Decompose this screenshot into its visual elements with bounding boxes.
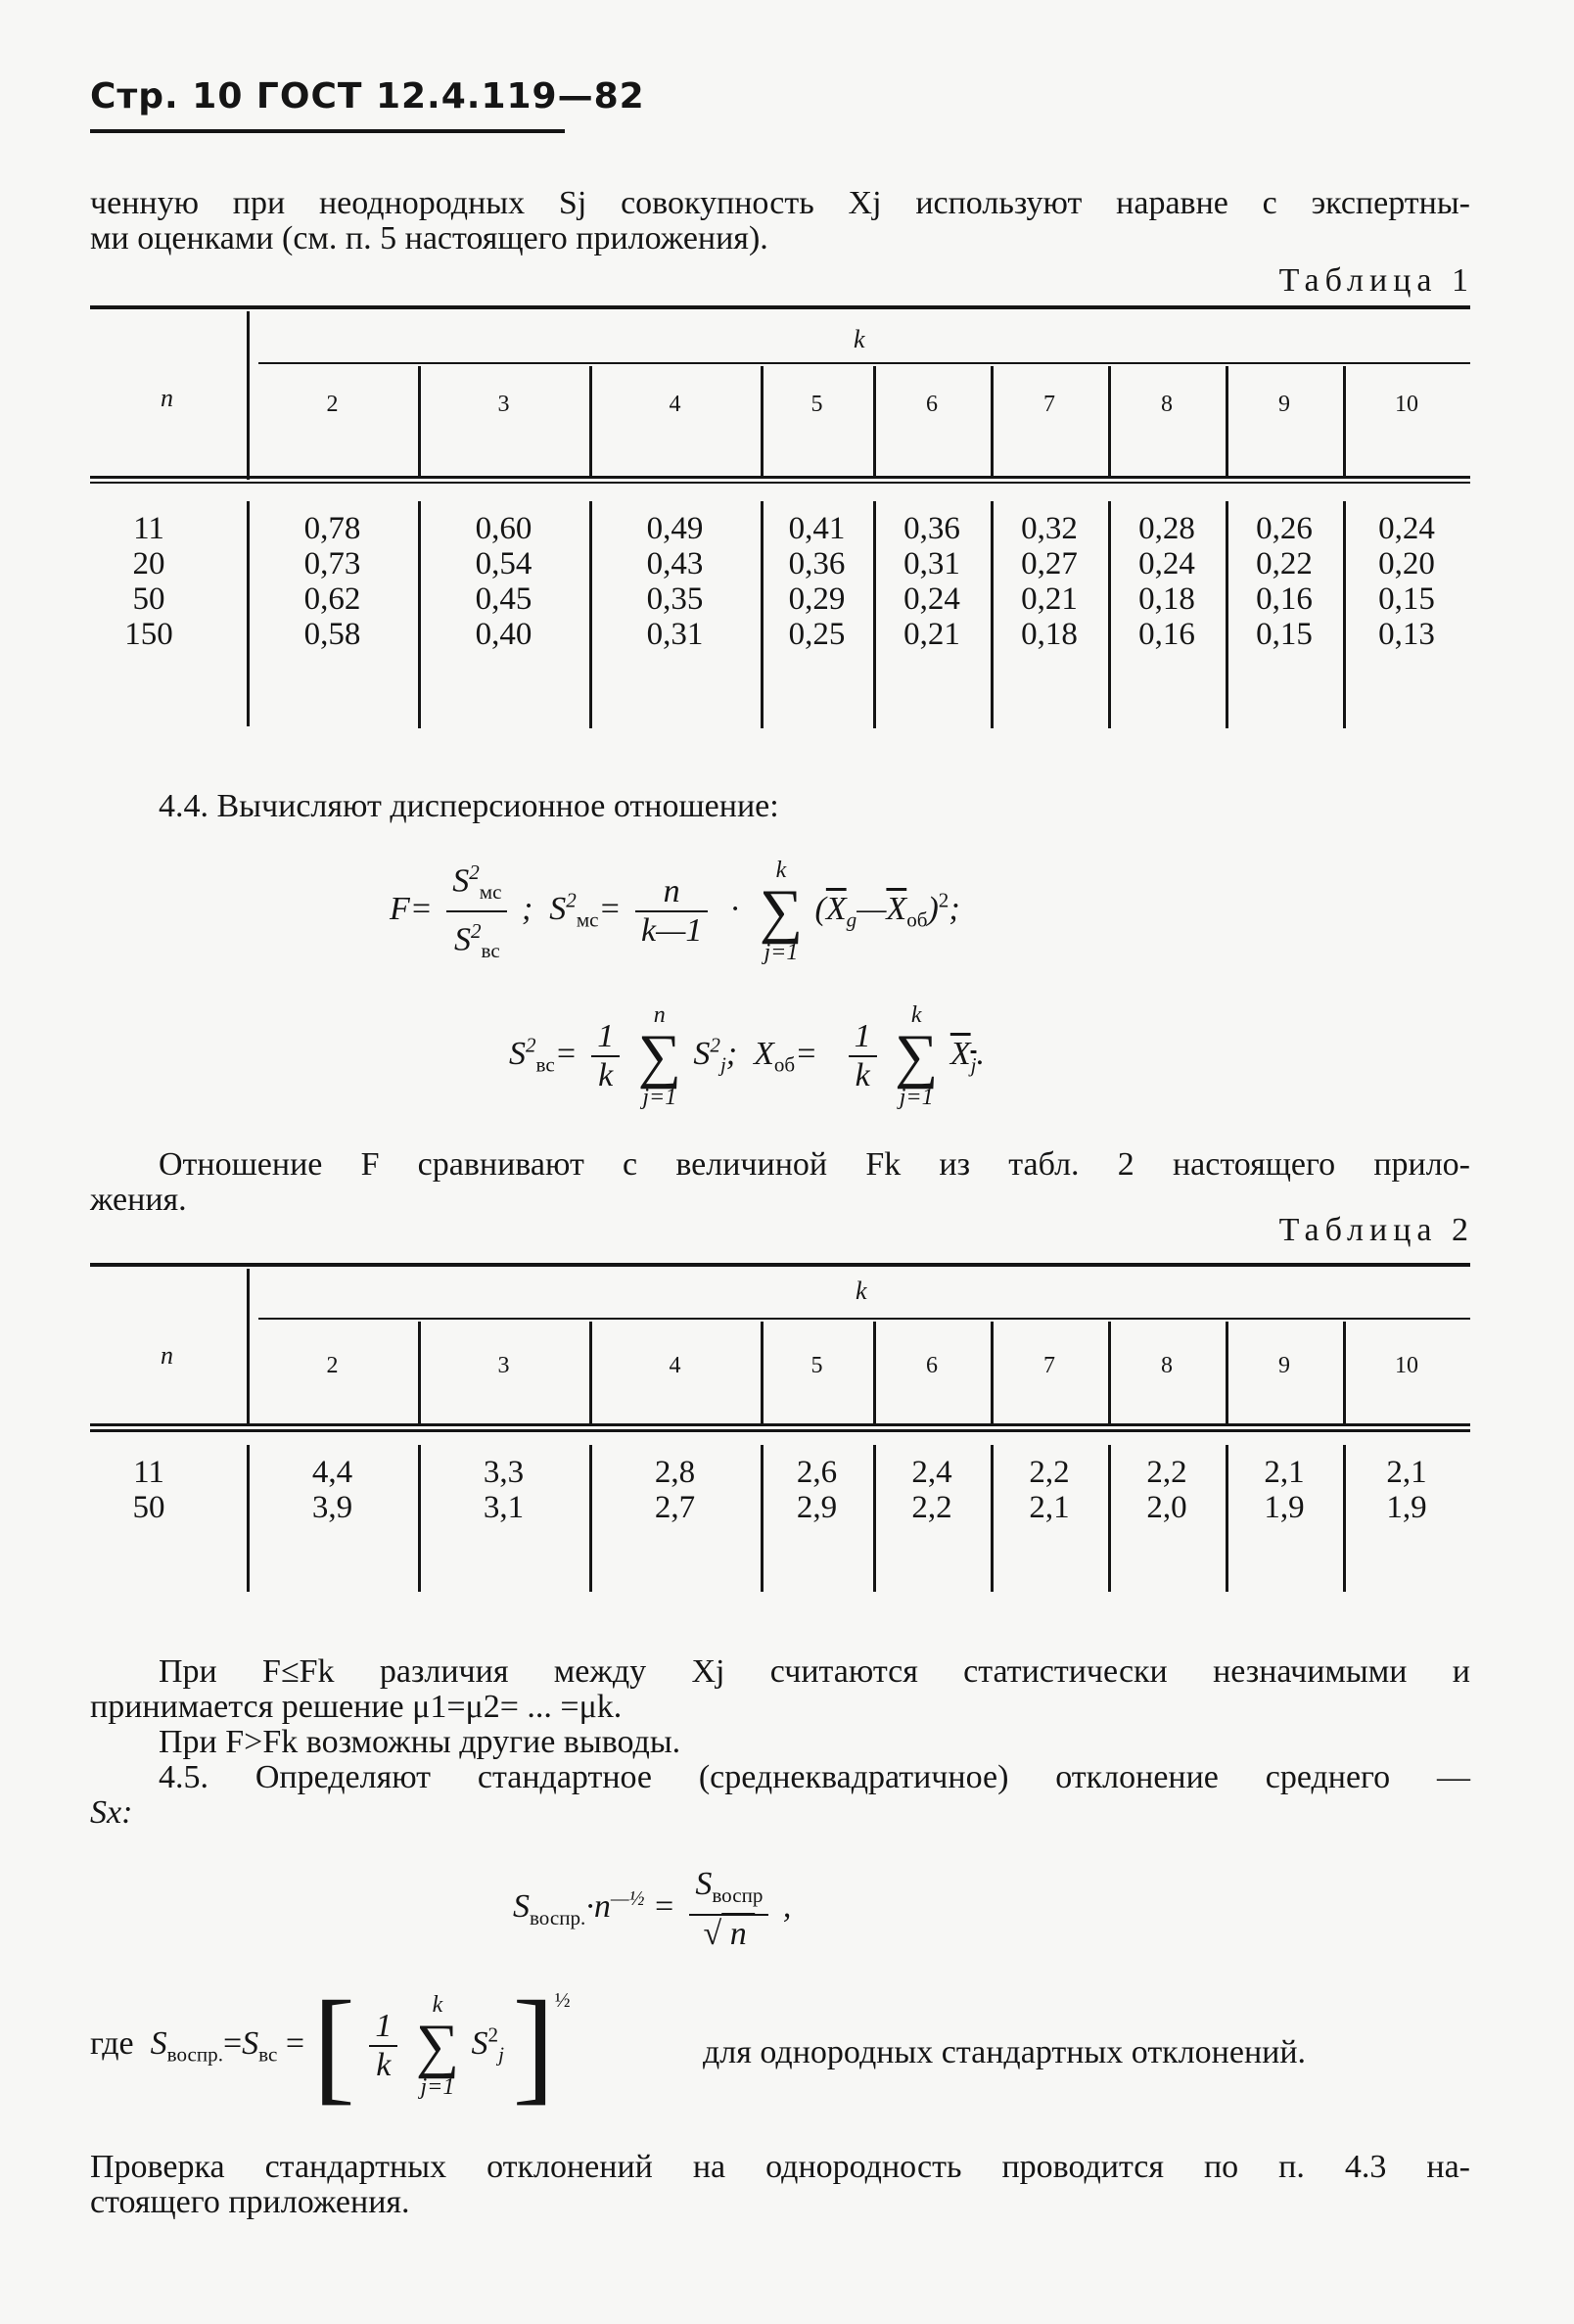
intro-line-1: ченную при неоднородных Sj совокупность Xj используют наравне с экспертны- (90, 185, 1470, 221)
table2-cell: 3,9 (311, 1490, 353, 1525)
table2-header-rule (90, 1423, 1470, 1426)
where-prefix: где (90, 2024, 134, 2062)
table2-cell: 2,2 (1029, 1455, 1070, 1490)
table2-col-header: 3 (497, 1353, 510, 1378)
table1-cell: 0,18 (1021, 617, 1078, 652)
table1-cell: 0,15 (1378, 581, 1435, 617)
table2-cell: 2,7 (654, 1490, 696, 1525)
table1-col-header: 9 (1278, 392, 1290, 417)
final-paragraph (90, 2150, 1470, 2220)
table1-cell: 0,45 (475, 581, 532, 617)
table1-header-col-divider (418, 366, 421, 476)
table-2 (90, 1263, 1470, 1596)
table2-cell: 2,1 (1029, 1490, 1070, 1525)
table2-col-header: 4 (669, 1353, 681, 1378)
table2-cell: 2,2 (911, 1490, 952, 1525)
table1-cell: 0,16 (1256, 581, 1313, 617)
table1-cell: 0,24 (903, 581, 960, 617)
table2-col-header: 7 (1043, 1353, 1055, 1378)
formula-where: где $S_{воспр.}=S_{вс}$ = [ $\frac{1}{k}$ k ∑ j=1 $S^2_j$ ]$^{\frac{1}{2}}$ (90, 1975, 571, 2116)
table1-row-n: 150 (124, 617, 173, 652)
table1-cell: 0,54 (475, 546, 532, 581)
table2-top-rule (90, 1263, 1470, 1267)
table1-cell: 0,36 (788, 546, 846, 581)
table1-cell: 0,49 (646, 511, 704, 546)
table1-col-header: 3 (497, 392, 510, 417)
table1-cell: 0,41 (788, 511, 846, 546)
table1-cell: 0,24 (1138, 546, 1195, 581)
where-suffix: для однородных стандартных отклонений. (703, 2034, 1307, 2070)
table2-cell: 2,9 (796, 1490, 838, 1525)
table1-col-header: 5 (810, 392, 823, 417)
table1-header-col-divider (991, 366, 994, 476)
table1-col-header: 7 (1043, 392, 1055, 417)
table1-cell: 0,73 (303, 546, 361, 581)
page-header: Стр. 10 ГОСТ 12.4.119—82 (90, 76, 645, 116)
section-4-4 (90, 789, 1470, 824)
table1-cell: 0,36 (903, 511, 960, 546)
table1-cell: 0,22 (1256, 546, 1313, 581)
table1-cell: 0,31 (646, 617, 704, 652)
formula-s2-vs: $S^2_{вс}=$ $\frac{1}{k}$ n ∑ j=1 $S^2_j$; $X_{об}=$ $\frac{1}{k}$ k ∑ j=1 $X_j$. (509, 1002, 985, 1110)
table2-col-header: 10 (1395, 1353, 1418, 1378)
table1-cell: 0,40 (475, 617, 532, 652)
conclusion-line-3: При F>Fk возможны другие выводы. (159, 1724, 681, 1760)
table1-cell: 0,43 (646, 546, 704, 581)
final-line-1: Проверка стандартных отклонений на однородность проводится по п. 4.3 на- (90, 2149, 1470, 2185)
table2-row-n: 11 (133, 1455, 164, 1490)
table1-header-col-divider (1343, 366, 1346, 476)
table1-col-header: 8 (1161, 392, 1173, 417)
table1-header-col-divider (873, 366, 876, 476)
table2-col-header: 5 (810, 1353, 823, 1378)
table2-caption: Таблица 2 (1278, 1212, 1474, 1248)
table2-cell: 2,0 (1146, 1490, 1187, 1525)
intro-line-2: ми оценками (см. п. 5 настоящего приложения). (90, 220, 768, 256)
table1-cell: 0,32 (1021, 511, 1078, 546)
table2-col-header: 6 (926, 1353, 938, 1378)
table2-k-underline (258, 1318, 1470, 1320)
table1-cell: 0,78 (303, 511, 361, 546)
table1-col-header: 6 (926, 392, 938, 417)
table1-cell: 0,20 (1378, 546, 1435, 581)
table1-cell: 0,60 (475, 511, 532, 546)
table1-header-rule-2 (90, 482, 1470, 484)
ratio-line-2: жения. (90, 1182, 187, 1218)
table1-k-label: k (854, 325, 865, 353)
table2-cell: 3,1 (483, 1490, 525, 1525)
table1-header-col-divider (761, 366, 764, 476)
table1-row-n: 11 (133, 511, 164, 546)
table1-row-n: 20 (132, 546, 165, 581)
section-4-4-heading: 4.4. Вычисляют дисперсионное отношение: (159, 788, 779, 824)
table2-row-n: 50 (132, 1490, 165, 1525)
table1-cell: 0,18 (1138, 581, 1195, 617)
table1-cell: 0,21 (903, 617, 960, 652)
table2-cell: 2,2 (1146, 1455, 1187, 1490)
table1-cell: 0,29 (788, 581, 846, 617)
table2-cell: 4,4 (311, 1455, 353, 1490)
table1-col-header: 10 (1395, 392, 1418, 417)
table2-cell: 2,1 (1264, 1455, 1305, 1490)
conclusion-line-2: принимается решение μ1=μ2= ... =μk. (90, 1689, 623, 1725)
table2-cell: 3,3 (483, 1455, 525, 1490)
table1-cell: 0,28 (1138, 511, 1195, 546)
table1-header-col-divider (1108, 366, 1111, 476)
conclusion-line-5: Sx: (90, 1794, 133, 1831)
table1-cell: 0,25 (788, 617, 846, 652)
table1-header-col-divider (1226, 366, 1228, 476)
table1-header-col-divider (589, 366, 592, 476)
ratio-line-1: Отношение F сравнивают с величиной Fk из табл. 2 настоящего прило- (159, 1146, 1470, 1183)
table2-cell: 1,9 (1386, 1490, 1427, 1525)
ratio-paragraph (90, 1147, 1470, 1218)
table1-top-rule (90, 305, 1470, 309)
formula-f-ratio: F= $\frac{S^2_{мс}}{S^2_{вс}}$ ; $S^2_{мс}=$ $\frac{n}{k—1}$ · k ∑ j=1 $(\overline{X}_g—\overline{X}_{об})^2$; (390, 854, 960, 969)
table2-n-divider (247, 1269, 250, 1425)
table1-cell: 0,27 (1021, 546, 1078, 581)
intro-paragraph (90, 186, 1470, 256)
table1-n-label: n (161, 384, 173, 412)
table1-col-header: 4 (669, 392, 681, 417)
table2-k-label: k (856, 1277, 867, 1305)
conclusion-paragraph (90, 1654, 1470, 1831)
table1-caption: Таблица 1 (1278, 262, 1474, 299)
table2-col-header: 9 (1278, 1353, 1290, 1378)
table1-cell: 0,16 (1138, 617, 1195, 652)
table1-cell: 0,26 (1256, 511, 1313, 546)
table2-col-header: 2 (326, 1353, 339, 1378)
table1-k-underline (258, 362, 1470, 364)
final-line-2: стоящего приложения. (90, 2184, 410, 2220)
table2-cell: 2,6 (796, 1455, 838, 1490)
table2-n-label: n (161, 1341, 173, 1370)
table-1 (90, 305, 1470, 746)
table1-cell: 0,31 (903, 546, 960, 581)
conclusion-line-4: 4.5. Определяют стандартное (среднеквадратичное) отклонение среднего — (159, 1759, 1470, 1795)
table1-row-n: 50 (132, 581, 165, 617)
table2-cell: 2,8 (654, 1455, 696, 1490)
table2-header-rule-2 (90, 1429, 1470, 1432)
table1-header-rule (90, 476, 1470, 479)
table1-cell: 0,24 (1378, 511, 1435, 546)
table1-cell: 0,62 (303, 581, 361, 617)
table2-cell: 1,9 (1264, 1490, 1305, 1525)
table2-cell: 2,1 (1386, 1455, 1427, 1490)
conclusion-line-1: При F≤Fk различия между Xj считаются статистически незначимыми и (159, 1653, 1470, 1690)
formula-s-vospr: $S_{воспр.}\cdot n^{—\frac{1}{2}}$ = $\frac{S_{воспр}}{√ n}$ , (513, 1866, 792, 1952)
table2-cell: 2,4 (911, 1455, 952, 1490)
table1-cell: 0,15 (1256, 617, 1313, 652)
table1-col-header: 2 (326, 392, 339, 417)
table1-cell: 0,21 (1021, 581, 1078, 617)
table1-cell: 0,58 (303, 617, 361, 652)
table2-col-header: 8 (1161, 1353, 1173, 1378)
table1-cell: 0,13 (1378, 617, 1435, 652)
header-rule (90, 129, 565, 133)
table1-cell: 0,35 (646, 581, 704, 617)
